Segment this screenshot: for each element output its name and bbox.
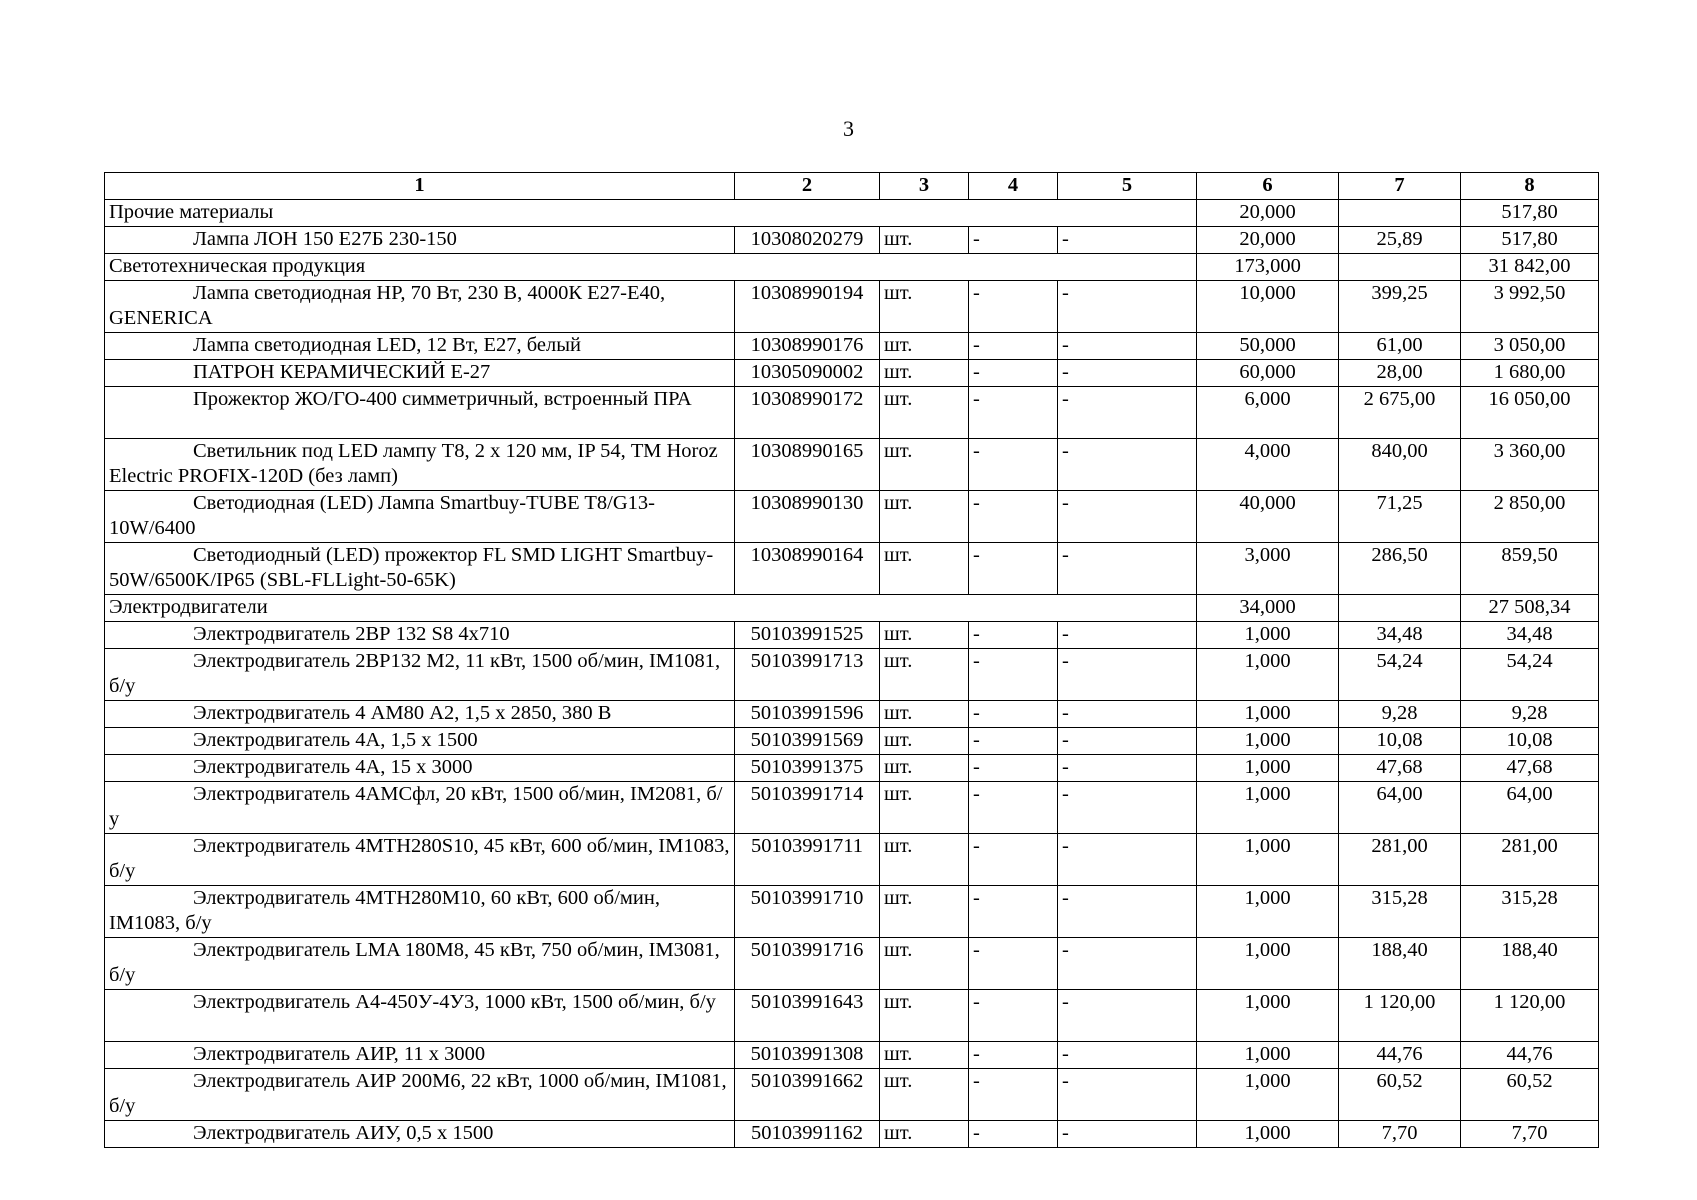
price-cell: 1 120,00: [1339, 990, 1461, 1042]
col4-cell: -: [969, 491, 1058, 543]
table-row: [105, 1042, 1599, 1069]
col4-cell: -: [969, 360, 1058, 387]
col5-cell: -: [1058, 701, 1197, 728]
group-name-cell: Прочие материалы: [105, 200, 1197, 227]
item-code-cell: 10308990172: [735, 387, 880, 439]
quantity-cell: 6,000: [1197, 387, 1339, 439]
item-name-cell: Электродвигатель АИР 200М6, 22 кВт, 1000 об/мин, IM1081, б/у: [105, 1069, 735, 1121]
item-code-cell: 10308990176: [735, 333, 880, 360]
unit-cell: шт.: [880, 360, 969, 387]
total-cell: 47,68: [1461, 755, 1599, 782]
quantity-cell: 20,000: [1197, 200, 1339, 227]
col5-cell: -: [1058, 649, 1197, 701]
item-code-cell: 50103991375: [735, 755, 880, 782]
group-name-cell: Электродвигатели: [105, 595, 1197, 622]
item-code-cell: 50103991713: [735, 649, 880, 701]
price-cell: [1339, 595, 1461, 622]
table-row: [105, 1069, 1599, 1121]
col5-cell: -: [1058, 227, 1197, 254]
price-cell: 47,68: [1339, 755, 1461, 782]
total-cell: 60,52: [1461, 1069, 1599, 1121]
col5-cell: -: [1058, 1069, 1197, 1121]
table-row: [105, 990, 1599, 1042]
col4-cell: -: [969, 728, 1058, 755]
header-cell: 3: [880, 173, 969, 200]
col5-cell: -: [1058, 622, 1197, 649]
unit-cell: шт.: [880, 622, 969, 649]
table-row: [105, 938, 1599, 990]
col4-cell: -: [969, 333, 1058, 360]
unit-cell: шт.: [880, 782, 969, 834]
col5-cell: -: [1058, 938, 1197, 990]
total-cell: 281,00: [1461, 834, 1599, 886]
header-cell: 6: [1197, 173, 1339, 200]
item-name-cell: Электродвигатель А4-450У-4У3, 1000 кВт, 1500 об/мин, б/у: [105, 990, 735, 1042]
page-number: 3: [843, 116, 854, 141]
quantity-cell: 1,000: [1197, 1121, 1339, 1148]
table-row: [105, 728, 1599, 755]
col5-cell: -: [1058, 834, 1197, 886]
quantity-cell: 34,000: [1197, 595, 1339, 622]
col4-cell: -: [969, 990, 1058, 1042]
quantity-cell: 1,000: [1197, 834, 1339, 886]
col5-cell: -: [1058, 1042, 1197, 1069]
total-cell: 3 360,00: [1461, 439, 1599, 491]
unit-cell: шт.: [880, 333, 969, 360]
total-cell: 3 992,50: [1461, 281, 1599, 333]
item-name-cell: Прожектор ЖО/ГО-400 симметричный, встроенный ПРА: [105, 387, 735, 439]
col5-cell: -: [1058, 387, 1197, 439]
price-cell: 61,00: [1339, 333, 1461, 360]
price-cell: 286,50: [1339, 543, 1461, 595]
item-code-cell: 50103991714: [735, 782, 880, 834]
quantity-cell: 1,000: [1197, 886, 1339, 938]
unit-cell: шт.: [880, 281, 969, 333]
col5-cell: -: [1058, 281, 1197, 333]
col4-cell: -: [969, 543, 1058, 595]
total-cell: 315,28: [1461, 886, 1599, 938]
total-cell: 188,40: [1461, 938, 1599, 990]
item-code-cell: 50103991162: [735, 1121, 880, 1148]
price-cell: 2 675,00: [1339, 387, 1461, 439]
quantity-cell: 173,000: [1197, 254, 1339, 281]
col4-cell: -: [969, 227, 1058, 254]
col4-cell: -: [969, 834, 1058, 886]
col4-cell: -: [969, 886, 1058, 938]
item-name-cell: Электродвигатель 4А, 15 х 3000: [105, 755, 735, 782]
unit-cell: шт.: [880, 1069, 969, 1121]
total-cell: 3 050,00: [1461, 333, 1599, 360]
item-name-cell: Светодиодная (LED) Лампа Smartbuy-TUBE T8/G13-10W/6400: [105, 491, 735, 543]
price-cell: 60,52: [1339, 1069, 1461, 1121]
unit-cell: шт.: [880, 990, 969, 1042]
table-row: [105, 281, 1599, 333]
price-cell: 25,89: [1339, 227, 1461, 254]
quantity-cell: 10,000: [1197, 281, 1339, 333]
col4-cell: -: [969, 622, 1058, 649]
unit-cell: шт.: [880, 886, 969, 938]
unit-cell: шт.: [880, 834, 969, 886]
table-row: [105, 649, 1599, 701]
unit-cell: шт.: [880, 439, 969, 491]
col4-cell: -: [969, 1042, 1058, 1069]
header-row: [105, 173, 1599, 200]
col5-cell: -: [1058, 886, 1197, 938]
unit-cell: шт.: [880, 649, 969, 701]
unit-cell: шт.: [880, 491, 969, 543]
col5-cell: -: [1058, 360, 1197, 387]
table-row: [105, 782, 1599, 834]
total-cell: 64,00: [1461, 782, 1599, 834]
total-cell: 2 850,00: [1461, 491, 1599, 543]
header-cell: 2: [735, 173, 880, 200]
quantity-cell: 1,000: [1197, 649, 1339, 701]
item-name-cell: Электродвигатель 4МТН280М10, 60 кВт, 600 об/мин, IM1083, б/у: [105, 886, 735, 938]
table-row: [105, 755, 1599, 782]
col5-cell: -: [1058, 1121, 1197, 1148]
col4-cell: -: [969, 938, 1058, 990]
group-row: [105, 254, 1599, 281]
col5-cell: -: [1058, 543, 1197, 595]
quantity-cell: 1,000: [1197, 701, 1339, 728]
item-name-cell: Электродвигатель 4АМСфл, 20 кВт, 1500 об/мин, IM2081, б/у: [105, 782, 735, 834]
table-row: [105, 360, 1599, 387]
quantity-cell: 1,000: [1197, 755, 1339, 782]
table-row: [105, 701, 1599, 728]
total-cell: 31 842,00: [1461, 254, 1599, 281]
price-cell: 188,40: [1339, 938, 1461, 990]
item-code-cell: 10308990130: [735, 491, 880, 543]
total-cell: 27 508,34: [1461, 595, 1599, 622]
price-cell: 71,25: [1339, 491, 1461, 543]
table-body: [105, 200, 1599, 1148]
price-cell: 7,70: [1339, 1121, 1461, 1148]
group-row: [105, 200, 1599, 227]
total-cell: 16 050,00: [1461, 387, 1599, 439]
quantity-cell: 1,000: [1197, 1069, 1339, 1121]
header-cell: 8: [1461, 173, 1599, 200]
table-row: [105, 439, 1599, 491]
quantity-cell: 1,000: [1197, 622, 1339, 649]
total-cell: 44,76: [1461, 1042, 1599, 1069]
header-cell: 1: [105, 173, 735, 200]
price-cell: 281,00: [1339, 834, 1461, 886]
header-cell: 7: [1339, 173, 1461, 200]
item-code-cell: 50103991716: [735, 938, 880, 990]
item-name-cell: Электродвигатель 4А, 1,5 х 1500: [105, 728, 735, 755]
unit-cell: шт.: [880, 543, 969, 595]
quantity-cell: 20,000: [1197, 227, 1339, 254]
unit-cell: шт.: [880, 227, 969, 254]
unit-cell: шт.: [880, 387, 969, 439]
price-cell: 64,00: [1339, 782, 1461, 834]
col5-cell: -: [1058, 333, 1197, 360]
item-name-cell: Светильник под LED лампу Т8, 2 х 120 мм, IP 54, ТМ Horoz Electric PROFIX-120D (без ламп): [105, 439, 735, 491]
price-cell: 44,76: [1339, 1042, 1461, 1069]
item-name-cell: Светодиодный (LED) прожектор FL SMD LIGHT Smartbuy-50W/6500K/IP65 (SBL-FLLight-50-65K): [105, 543, 735, 595]
item-code-cell: 10308990194: [735, 281, 880, 333]
col4-cell: -: [969, 755, 1058, 782]
item-name-cell: Электродвигатель 4 АМ80 А2, 1,5 х 2850, 380 В: [105, 701, 735, 728]
item-code-cell: 10305090002: [735, 360, 880, 387]
total-cell: 34,48: [1461, 622, 1599, 649]
item-name-cell: Лампа светодиодная HP, 70 Вт, 230 В, 4000К Е27-Е40, GENERICA: [105, 281, 735, 333]
col4-cell: -: [969, 439, 1058, 491]
table-row: [105, 1121, 1599, 1148]
total-cell: 517,80: [1461, 200, 1599, 227]
price-cell: 28,00: [1339, 360, 1461, 387]
item-name-cell: Электродвигатель 2ВР132 М2, 11 кВт, 1500 об/мин, IM1081, б/у: [105, 649, 735, 701]
table-row: [105, 543, 1599, 595]
quantity-cell: 1,000: [1197, 728, 1339, 755]
unit-cell: шт.: [880, 701, 969, 728]
unit-cell: шт.: [880, 755, 969, 782]
price-cell: [1339, 200, 1461, 227]
table-row: [105, 886, 1599, 938]
col5-cell: -: [1058, 728, 1197, 755]
quantity-cell: 1,000: [1197, 782, 1339, 834]
quantity-cell: 1,000: [1197, 1042, 1339, 1069]
item-code-cell: 10308990164: [735, 543, 880, 595]
col4-cell: -: [969, 649, 1058, 701]
price-cell: 840,00: [1339, 439, 1461, 491]
quantity-cell: 40,000: [1197, 491, 1339, 543]
col4-cell: -: [969, 387, 1058, 439]
total-cell: 1 120,00: [1461, 990, 1599, 1042]
price-cell: 54,24: [1339, 649, 1461, 701]
item-name-cell: ПАТРОН КЕРАМИЧЕСКИЙ Е-27: [105, 360, 735, 387]
item-name-cell: Электродвигатель АИР, 11 х 3000: [105, 1042, 735, 1069]
price-cell: 9,28: [1339, 701, 1461, 728]
price-cell: 10,08: [1339, 728, 1461, 755]
quantity-cell: 1,000: [1197, 990, 1339, 1042]
col5-cell: -: [1058, 782, 1197, 834]
col5-cell: -: [1058, 755, 1197, 782]
item-code-cell: 50103991569: [735, 728, 880, 755]
item-code-cell: 10308990165: [735, 439, 880, 491]
item-name-cell: Лампа ЛОН 150 Е27Б 230-150: [105, 227, 735, 254]
item-name-cell: Электродвигатель АИУ, 0,5 х 1500: [105, 1121, 735, 1148]
table-row: [105, 622, 1599, 649]
col5-cell: -: [1058, 439, 1197, 491]
col5-cell: -: [1058, 491, 1197, 543]
quantity-cell: 3,000: [1197, 543, 1339, 595]
total-cell: 9,28: [1461, 701, 1599, 728]
header-cell: 4: [969, 173, 1058, 200]
table-row: [105, 227, 1599, 254]
header-cell: 5: [1058, 173, 1197, 200]
total-cell: 859,50: [1461, 543, 1599, 595]
item-name-cell: Электродвигатель 2ВР 132 S8 4х710: [105, 622, 735, 649]
quantity-cell: 4,000: [1197, 439, 1339, 491]
item-name-cell: Электродвигатель 4МТН280S10, 45 кВт, 600 об/мин, IM1083, б/у: [105, 834, 735, 886]
item-code-cell: 50103991662: [735, 1069, 880, 1121]
item-code-cell: 50103991710: [735, 886, 880, 938]
table-row: [105, 333, 1599, 360]
total-cell: 7,70: [1461, 1121, 1599, 1148]
item-code-cell: 50103991308: [735, 1042, 880, 1069]
col5-cell: -: [1058, 990, 1197, 1042]
total-cell: 1 680,00: [1461, 360, 1599, 387]
table-row: [105, 387, 1599, 439]
total-cell: 10,08: [1461, 728, 1599, 755]
col4-cell: -: [969, 281, 1058, 333]
col4-cell: -: [969, 782, 1058, 834]
price-cell: 315,28: [1339, 886, 1461, 938]
quantity-cell: 50,000: [1197, 333, 1339, 360]
item-code-cell: 50103991643: [735, 990, 880, 1042]
total-cell: 54,24: [1461, 649, 1599, 701]
quantity-cell: 1,000: [1197, 938, 1339, 990]
quantity-cell: 60,000: [1197, 360, 1339, 387]
table-row: [105, 834, 1599, 886]
item-code-cell: 10308020279: [735, 227, 880, 254]
table-row: [105, 491, 1599, 543]
col4-cell: -: [969, 1069, 1058, 1121]
price-cell: 399,25: [1339, 281, 1461, 333]
col4-cell: -: [969, 1121, 1058, 1148]
item-code-cell: 50103991596: [735, 701, 880, 728]
items-table: [104, 172, 1599, 1148]
group-name-cell: Светотехническая продукция: [105, 254, 1197, 281]
unit-cell: шт.: [880, 1042, 969, 1069]
unit-cell: шт.: [880, 938, 969, 990]
item-name-cell: Электродвигатель LMA 180М8, 45 кВт, 750 об/мин, IM3081, б/у: [105, 938, 735, 990]
unit-cell: шт.: [880, 1121, 969, 1148]
item-code-cell: 50103991711: [735, 834, 880, 886]
group-row: [105, 595, 1599, 622]
col4-cell: -: [969, 701, 1058, 728]
item-name-cell: Лампа светодиодная LED, 12 Вт, Е27, белый: [105, 333, 735, 360]
total-cell: 517,80: [1461, 227, 1599, 254]
price-cell: 34,48: [1339, 622, 1461, 649]
unit-cell: шт.: [880, 728, 969, 755]
price-cell: [1339, 254, 1461, 281]
item-code-cell: 50103991525: [735, 622, 880, 649]
